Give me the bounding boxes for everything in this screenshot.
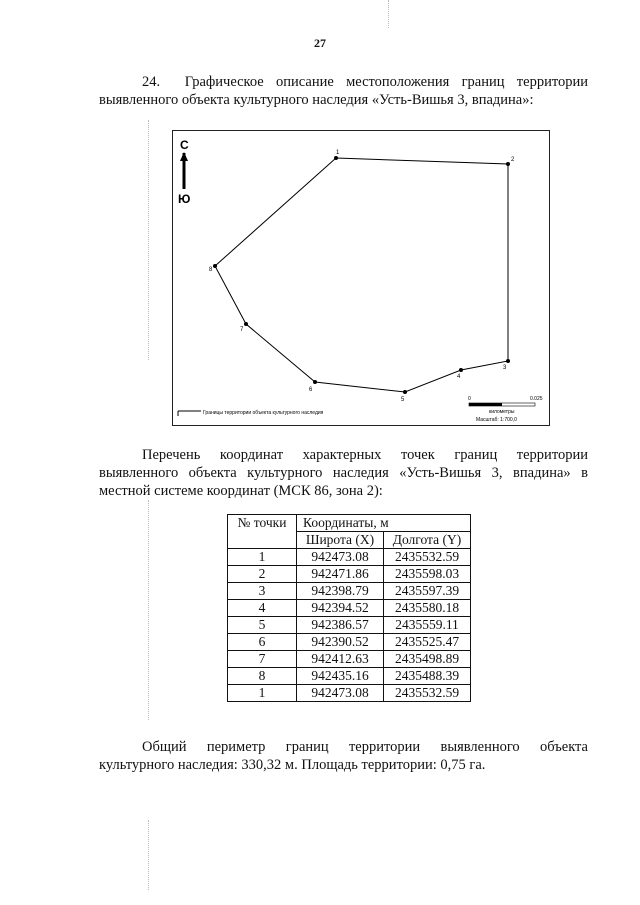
boundary-points	[209, 150, 515, 403]
col-header-coords: Координаты, м	[297, 515, 471, 532]
boundary-point	[459, 368, 463, 372]
south-label: Ю	[178, 192, 191, 206]
cell-point: 3	[228, 583, 297, 600]
col-header-x: Широта (X)	[297, 532, 384, 549]
table-row	[228, 685, 471, 702]
table-body	[228, 549, 471, 702]
cell-x: 942398.79	[297, 583, 384, 600]
cell-y: 2435525.47	[384, 634, 471, 651]
scale-max-label: 0.025	[530, 396, 543, 402]
table-row	[228, 549, 471, 566]
scale-min-label: 0	[468, 396, 471, 402]
section-title-line2: выявленного объекта культурного наследия «Усть-Вишья 3, впадина»:	[99, 92, 534, 108]
cell-x: 942473.08	[297, 549, 384, 566]
scan-artifact-left-bottom	[148, 820, 149, 890]
scan-artifact-left-lower	[148, 500, 149, 720]
summary-line2: культурного наследия: 330,32 м. Площадь территории: 0,75 га.	[99, 757, 486, 773]
col-header-point: № точки	[228, 515, 297, 549]
scale-ratio-label: Масштаб: 1:700,0	[476, 417, 517, 423]
table-row	[228, 566, 471, 583]
point-label: 7	[240, 327, 244, 333]
boundary-point	[506, 359, 510, 363]
cell-point: 8	[228, 668, 297, 685]
coordinates-table	[227, 514, 471, 702]
territory-boundary	[215, 158, 508, 392]
north-label: С	[180, 138, 189, 152]
section-number: 24.	[142, 74, 161, 90]
point-label: 2	[511, 157, 515, 163]
cell-y: 2435532.59	[384, 549, 471, 566]
cell-point: 1	[228, 549, 297, 566]
page-number: 27	[314, 36, 326, 50]
cell-y: 2435598.03	[384, 566, 471, 583]
table-row	[228, 583, 471, 600]
cell-y: 2435488.39	[384, 668, 471, 685]
point-label: 4	[457, 374, 461, 380]
cell-point: 5	[228, 617, 297, 634]
table-row	[228, 651, 471, 668]
point-label: 6	[309, 387, 313, 393]
col-header-y: Долгота (Y)	[384, 532, 471, 549]
cell-x: 942473.08	[297, 685, 384, 702]
cell-point: 7	[228, 651, 297, 668]
cell-x: 942435.16	[297, 668, 384, 685]
cell-point: 2	[228, 566, 297, 583]
cell-point: 6	[228, 634, 297, 651]
scan-artifact-top	[388, 0, 389, 28]
point-label: 1	[336, 150, 340, 156]
summary	[99, 738, 588, 774]
cell-y: 2435559.11	[384, 617, 471, 634]
coordinates-intro-line1: Перечень координат характерных точек границ территории	[142, 447, 588, 463]
table-header-row	[228, 515, 471, 532]
point-label: 5	[401, 397, 405, 403]
cell-point: 1	[228, 685, 297, 702]
cell-x: 942471.86	[297, 566, 384, 583]
section-heading	[99, 73, 588, 109]
coordinates-intro-line3: местной системе координат (МСК 86, зона 2):	[99, 483, 383, 499]
cell-y: 2435498.89	[384, 651, 471, 668]
cell-y: 2435597.39	[384, 583, 471, 600]
cell-point: 4	[228, 600, 297, 617]
cell-x: 942412.63	[297, 651, 384, 668]
map-legend	[178, 410, 324, 416]
boundary-point	[213, 264, 217, 268]
cell-x: 942390.52	[297, 634, 384, 651]
table-row	[228, 634, 471, 651]
cell-y: 2435580.18	[384, 600, 471, 617]
cell-x: 942394.52	[297, 600, 384, 617]
boundary-point	[313, 380, 317, 384]
table-row	[228, 617, 471, 634]
section-heading-line1	[99, 73, 588, 91]
boundary-point	[506, 162, 510, 166]
section-title-line1: Графическое описание местоположения границ территории	[184, 74, 588, 90]
boundary-point	[334, 156, 338, 160]
legend-label: Границы территории объекта культурного наследия	[203, 410, 324, 416]
boundary-map	[172, 130, 550, 426]
north-arrow	[178, 138, 190, 206]
boundary-point	[244, 322, 248, 326]
coordinates-intro	[99, 446, 588, 500]
scan-artifact-left	[148, 120, 149, 360]
boundary-point	[403, 390, 407, 394]
coordinates-intro-line2: выявленного объекта культурного наследия «Усть-Вишья 3, впадина» в	[99, 465, 588, 481]
summary-line1: Общий периметр границ территории выявленного объекта	[142, 739, 588, 755]
scale-bar	[468, 396, 543, 423]
table-row	[228, 668, 471, 685]
scale-unit-label: километры	[489, 409, 515, 415]
table-row	[228, 600, 471, 617]
point-label: 8	[209, 267, 213, 273]
cell-x: 942386.57	[297, 617, 384, 634]
cell-y: 2435532.59	[384, 685, 471, 702]
point-label: 3	[503, 365, 507, 371]
